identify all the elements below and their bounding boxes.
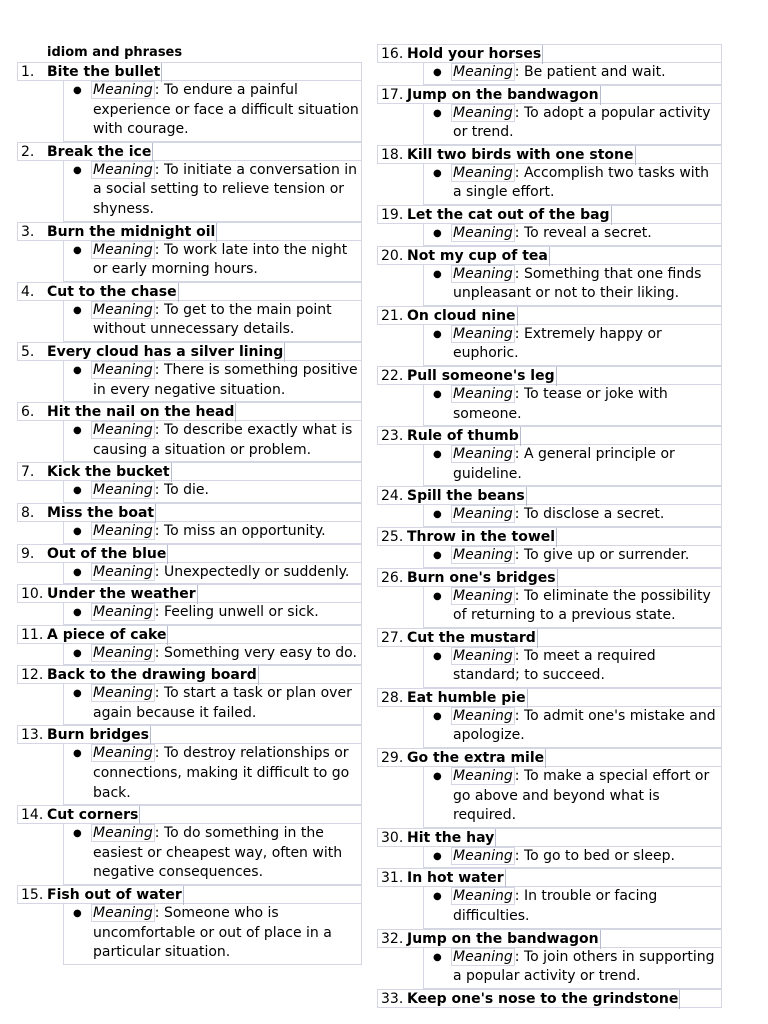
idiom-number: 13. — [21, 727, 44, 744]
idiom-number: 15. — [21, 887, 44, 904]
idiom-definition — [63, 241, 362, 282]
idiom-heading — [17, 544, 362, 563]
idiom-definition — [423, 224, 722, 246]
idiom-definition — [63, 563, 362, 585]
idiom-heading — [377, 929, 722, 948]
meaning-text: : To endure a painful experience or face a difficult situation with courage. — [93, 82, 359, 138]
idiom-definition — [423, 445, 722, 486]
idiom-definition — [423, 948, 722, 989]
idiom-heading — [17, 342, 362, 361]
meaning-label: Meaning — [93, 685, 153, 702]
idiom-entry — [17, 342, 362, 402]
meaning-text: : To describe exactly what is causing a situation or problem. — [93, 422, 353, 458]
idiom-entry — [377, 748, 722, 828]
idiom-definition — [423, 325, 722, 366]
idiom-number: 19. — [381, 206, 404, 223]
meaning-text: : To tease or joke with someone. — [453, 385, 668, 422]
idiom-number: 23. — [381, 428, 404, 445]
idiom-heading — [377, 246, 722, 265]
meaning-text: : To get to the main point without unnecessary details. — [93, 301, 332, 338]
meaning-label: Meaning — [453, 506, 513, 523]
meaning-label: Meaning — [93, 241, 153, 258]
bullet-icon: ● — [73, 748, 82, 760]
idiom-entry — [17, 402, 362, 462]
idiom-term: Go the extra mile — [407, 750, 545, 767]
idiom-heading — [17, 625, 362, 644]
idiom-term: Pull someone's leg — [407, 367, 555, 384]
idiom-number: 17. — [381, 86, 404, 103]
idiom-entry — [377, 366, 722, 426]
idiom-definition — [423, 847, 722, 869]
idiom-definition — [63, 361, 362, 402]
idiom-number: 30. — [381, 829, 404, 846]
idiom-definition — [63, 481, 362, 503]
meaning-label: Meaning — [93, 361, 153, 378]
idiom-definition — [63, 161, 362, 222]
idiom-heading — [17, 665, 362, 684]
idiom-entry — [377, 527, 722, 568]
idiom-number: 2. — [21, 143, 35, 160]
bullet-icon: ● — [433, 850, 442, 862]
idiom-definition — [63, 421, 362, 462]
meaning-text: : To start a task or plan over again because it failed. — [93, 685, 352, 721]
idiom-definition — [63, 603, 362, 625]
bullet-icon: ● — [433, 67, 442, 78]
bullet-icon: ● — [433, 388, 442, 400]
idiom-number: 11. — [21, 626, 44, 643]
meaning-text: : To die. — [154, 482, 209, 499]
bullet-icon: ● — [73, 607, 82, 619]
idiom-term: Rule of thumb — [407, 428, 519, 445]
idiom-entry — [17, 805, 362, 885]
bullet-icon: ● — [433, 771, 442, 783]
idiom-heading — [17, 402, 362, 421]
idiom-number: 31. — [381, 870, 404, 887]
bullet-icon: ● — [433, 951, 442, 963]
bullet-icon: ● — [433, 710, 442, 722]
idiom-term: Hit the hay — [407, 829, 495, 846]
meaning-text: : To go to bed or sleep. — [514, 847, 675, 864]
idiom-heading — [17, 62, 362, 81]
idiom-number: 22. — [381, 367, 404, 384]
meaning-label: Meaning — [453, 104, 513, 121]
meaning-text: : To join others in supporting a popular activity or trend. — [453, 948, 715, 985]
idiom-heading — [377, 85, 722, 104]
meaning-label: Meaning — [93, 825, 153, 842]
idiom-definition — [423, 385, 722, 426]
idiom-entry — [17, 584, 362, 625]
idiom-definition — [63, 824, 362, 885]
idiom-term: Under the weather — [47, 586, 196, 603]
idiom-term: Hold your horses — [407, 46, 542, 62]
idiom-number: 1. — [21, 64, 35, 80]
bullet-icon: ● — [433, 590, 442, 602]
meaning-text: : Feeling unwell or sick. — [154, 604, 319, 621]
idiom-entry — [17, 503, 362, 544]
bullet-icon: ● — [73, 525, 82, 537]
meaning-text: : There is something positive in every negative situation. — [93, 361, 358, 398]
idiom-definition — [63, 301, 362, 342]
meaning-text: : Accomplish two tasks with a single effort. — [453, 164, 710, 201]
meaning-label: Meaning — [93, 482, 153, 499]
idiom-number: 18. — [381, 146, 404, 163]
idiom-entry — [377, 486, 722, 527]
idiom-heading — [17, 885, 362, 904]
idiom-heading — [17, 805, 362, 824]
idiom-heading — [17, 584, 362, 603]
bullet-icon: ● — [433, 650, 442, 662]
bullet-icon: ● — [433, 268, 442, 280]
idiom-term: Burn the midnight oil — [47, 223, 216, 240]
idiom-definition — [423, 265, 722, 306]
idiom-definition — [423, 546, 722, 568]
meaning-text: : To eliminate the possibility of returning to a previous state. — [453, 587, 711, 624]
meaning-label: Meaning — [453, 847, 513, 864]
meaning-text: : A general principle or guideline. — [453, 446, 675, 482]
idiom-definition — [423, 767, 722, 828]
idiom-heading — [377, 828, 722, 847]
idiom-number: 16. — [381, 46, 404, 62]
idiom-term: Break the ice — [47, 143, 152, 160]
idiom-heading — [377, 688, 722, 707]
meaning-text: : To meet a required standard; to succeed. — [453, 647, 656, 684]
idiom-term: Back to the drawing board — [47, 667, 257, 684]
idiom-list-left — [17, 62, 362, 965]
idiom-term: Miss the boat — [47, 504, 155, 521]
bullet-icon: ● — [73, 304, 82, 316]
idiom-term: Throw in the towel — [407, 528, 556, 545]
idiom-heading — [377, 748, 722, 767]
idiom-entry — [377, 929, 722, 989]
meaning-text: : To give up or surrender. — [514, 546, 690, 563]
idiom-term: Cut the mustard — [407, 629, 536, 646]
meaning-text: : To destroy relationships or connections, making it difficult to go back. — [93, 745, 350, 801]
idiom-definition — [423, 587, 722, 628]
idiom-number: 20. — [381, 247, 404, 264]
idiom-entry — [17, 665, 362, 725]
idiom-entry — [17, 544, 362, 585]
idiom-heading — [377, 527, 722, 546]
idiom-definition — [63, 644, 362, 666]
idiom-heading — [377, 486, 722, 505]
bullet-icon: ● — [73, 647, 82, 659]
idiom-term: Burn bridges — [47, 727, 149, 744]
bullet-icon: ● — [73, 566, 82, 578]
meaning-text: : To reveal a secret. — [514, 224, 652, 241]
idiom-number: 21. — [381, 307, 404, 324]
bullet-icon: ● — [73, 244, 82, 256]
idiom-definition — [423, 63, 722, 85]
meaning-label: Meaning — [453, 647, 513, 664]
idiom-entry — [377, 145, 722, 205]
bullet-icon: ● — [73, 485, 82, 497]
meaning-label: Meaning — [453, 325, 513, 342]
meaning-text: : Something very easy to do. — [154, 644, 357, 661]
idiom-heading — [377, 568, 722, 587]
idiom-number: 5. — [21, 343, 35, 360]
bullet-icon: ● — [73, 85, 82, 96]
idiom-definition — [423, 104, 722, 145]
bullet-icon: ● — [73, 828, 82, 840]
meaning-label: Meaning — [93, 82, 153, 98]
idiom-term: Kick the bucket — [47, 464, 170, 481]
idiom-heading — [377, 306, 722, 325]
idiom-term: Fish out of water — [47, 887, 182, 904]
meaning-label: Meaning — [93, 563, 153, 580]
idiom-entry — [377, 568, 722, 628]
idiom-number: 14. — [21, 807, 44, 824]
idiom-term: Let the cat out of the bag — [407, 206, 610, 223]
meaning-text: : To initiate a conversation in a social setting to relieve tension or shyness. — [93, 161, 358, 217]
idiom-entry — [17, 62, 362, 142]
idiom-heading — [17, 142, 362, 161]
meaning-text: : To work late into the night or early morning hours. — [93, 241, 348, 278]
meaning-text: : To adopt a popular activity or trend. — [453, 104, 711, 141]
bullet-icon: ● — [73, 688, 82, 700]
idiom-number: 8. — [21, 504, 35, 521]
idiom-heading — [377, 145, 722, 164]
idiom-heading — [17, 222, 362, 241]
bullet-icon: ● — [433, 509, 442, 521]
meaning-label: Meaning — [453, 948, 513, 965]
idiom-heading — [377, 426, 722, 445]
idiom-entry — [377, 868, 722, 928]
meaning-text: : Be patient and wait. — [514, 64, 666, 80]
idiom-number: 24. — [381, 488, 404, 505]
idiom-entry — [17, 462, 362, 503]
idiom-entry — [17, 885, 362, 965]
idiom-term: Kill two birds with one stone — [407, 146, 634, 163]
meaning-text: : Something that one finds unpleasant or not to their liking. — [453, 265, 702, 302]
idiom-heading — [377, 44, 722, 63]
idiom-term: In hot water — [407, 870, 504, 887]
idiom-number: 27. — [381, 629, 404, 646]
idiom-entry — [377, 828, 722, 869]
idiom-term: Every cloud has a silver lining — [47, 343, 284, 360]
idiom-term: Eat humble pie — [407, 689, 526, 706]
idiom-heading — [17, 462, 362, 481]
idiom-number: 28. — [381, 689, 404, 706]
idiom-definition — [423, 887, 722, 928]
bullet-icon: ● — [73, 164, 82, 176]
idiom-term: Spill the beans — [407, 488, 525, 505]
meaning-text: : Unexpectedly or suddenly. — [154, 563, 350, 580]
meaning-text: : To disclose a secret. — [514, 506, 665, 523]
idiom-entry — [377, 205, 722, 246]
bullet-icon: ● — [433, 549, 442, 561]
meaning-label: Meaning — [93, 422, 153, 439]
idiom-entry — [377, 85, 722, 145]
idiom-definition — [423, 164, 722, 205]
meaning-label: Meaning — [453, 265, 513, 282]
idiom-heading — [377, 868, 722, 887]
idiom-number: 3. — [21, 223, 35, 240]
idiom-number: 4. — [21, 283, 35, 300]
idiom-term: Hit the nail on the head — [47, 404, 235, 421]
idiom-entry — [377, 246, 722, 306]
bullet-icon: ● — [73, 425, 82, 437]
meaning-text: : To miss an opportunity. — [154, 522, 326, 539]
meaning-text: : In trouble or facing difficulties. — [453, 888, 658, 925]
idiom-term: Not my cup of tea — [407, 247, 548, 264]
idiom-definition — [63, 904, 362, 965]
idiom-number: 12. — [21, 667, 44, 684]
idiom-heading — [17, 725, 362, 744]
idiom-term: Burn one's bridges — [407, 569, 556, 586]
idiom-definition — [63, 81, 362, 142]
meaning-text: : Extremely happy or euphoric. — [453, 325, 662, 362]
idiom-heading — [377, 205, 722, 224]
idiom-heading — [377, 366, 722, 385]
bullet-icon: ● — [433, 227, 442, 239]
meaning-label: Meaning — [93, 644, 153, 661]
meaning-label: Meaning — [453, 707, 513, 724]
idiom-number: 7. — [21, 464, 35, 481]
meaning-label: Meaning — [453, 446, 513, 463]
idiom-term: Jump on the bandwagon — [407, 86, 599, 103]
meaning-label: Meaning — [453, 64, 513, 80]
page-title: idiom and phrases — [47, 45, 183, 60]
idiom-definition — [63, 744, 362, 805]
idiom-entry — [17, 725, 362, 805]
bullet-icon: ● — [73, 908, 82, 920]
idiom-term: Cut corners — [47, 807, 139, 824]
idiom-entry — [17, 282, 362, 342]
idiom-entry — [377, 306, 722, 366]
idiom-entry — [377, 426, 722, 486]
bullet-icon: ● — [433, 449, 442, 461]
meaning-label: Meaning — [93, 301, 153, 318]
meaning-text: : To admit one's mistake and apologize. — [453, 707, 716, 744]
idiom-definition — [63, 522, 362, 544]
idiom-term: A piece of cake — [47, 626, 167, 643]
meaning-label: Meaning — [453, 224, 513, 241]
meaning-label: Meaning — [453, 888, 513, 905]
idiom-entry — [377, 989, 722, 1008]
idiom-term: Keep one's nose to the grindstone — [407, 990, 679, 1007]
idiom-heading — [377, 989, 722, 1008]
idiom-number: 29. — [381, 750, 404, 767]
bullet-icon: ● — [433, 328, 442, 340]
idiom-number: 26. — [381, 569, 404, 586]
idiom-entry — [377, 44, 722, 85]
idiom-term: Jump on the bandwagon — [407, 930, 599, 947]
meaning-label: Meaning — [453, 768, 513, 785]
meaning-label: Meaning — [453, 385, 513, 402]
meaning-label: Meaning — [93, 161, 153, 178]
idiom-heading — [17, 282, 362, 301]
meaning-label: Meaning — [93, 522, 153, 539]
idiom-definition — [423, 647, 722, 688]
idiom-definition — [423, 707, 722, 748]
bullet-icon: ● — [433, 167, 442, 179]
bullet-icon: ● — [433, 107, 442, 119]
idiom-number: 33. — [381, 990, 404, 1007]
idiom-term: Cut to the chase — [47, 283, 177, 300]
idiom-number: 25. — [381, 528, 404, 545]
idiom-number: 6. — [21, 404, 35, 421]
meaning-label: Meaning — [93, 604, 153, 621]
idiom-heading — [377, 628, 722, 647]
idiom-entry — [377, 688, 722, 748]
meaning-text: : To make a special effort or go above and beyond what is required. — [453, 768, 710, 824]
idiom-number: 9. — [21, 545, 35, 562]
idiom-term: Bite the bullet — [47, 64, 161, 80]
bullet-icon: ● — [73, 364, 82, 376]
idiom-heading — [17, 503, 362, 522]
idiom-definition — [63, 684, 362, 725]
meaning-label: Meaning — [453, 546, 513, 563]
meaning-text: : To do something in the easiest or cheapest way, often with negative consequences. — [93, 825, 343, 881]
idiom-entry — [17, 222, 362, 282]
idiom-entry — [17, 625, 362, 666]
idiom-entry — [377, 628, 722, 688]
meaning-label: Meaning — [93, 905, 153, 922]
bullet-icon: ● — [433, 891, 442, 903]
idiom-entry — [17, 142, 362, 222]
meaning-label: Meaning — [93, 745, 153, 762]
idiom-term: On cloud nine — [407, 307, 516, 324]
idiom-list-right — [377, 44, 722, 1008]
meaning-text: : Someone who is uncomfortable or out of place in a particular situation. — [93, 905, 332, 961]
meaning-label: Meaning — [453, 587, 513, 604]
meaning-label: Meaning — [453, 164, 513, 181]
idiom-term: Out of the blue — [47, 545, 167, 562]
idiom-number: 10. — [21, 586, 44, 603]
idiom-definition — [423, 505, 722, 527]
idiom-number: 32. — [381, 930, 404, 947]
